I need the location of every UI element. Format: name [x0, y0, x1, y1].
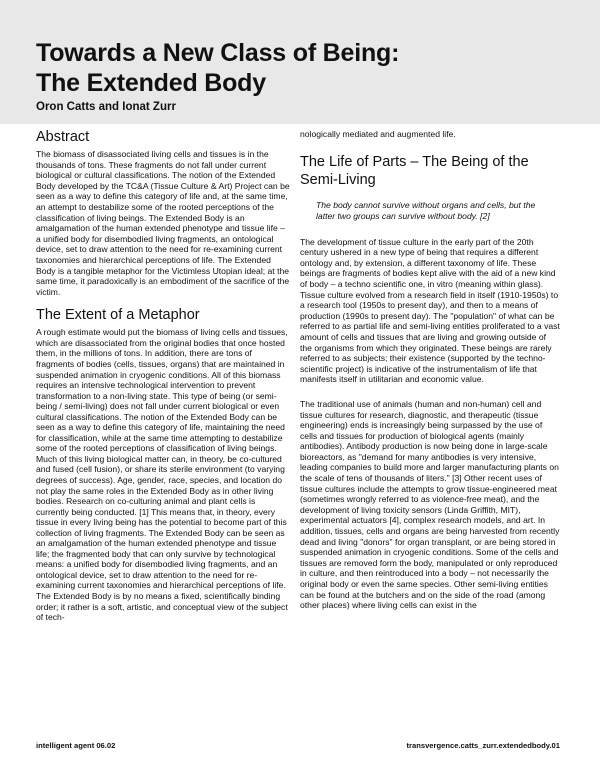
block-quote: The body cannot survive without organs and cells, but the latter two groups can survive without body. [2]: [316, 199, 536, 221]
abstract-text: The biomass of disassociated living cells and tissues is in the thousands of tons. These fragments do not fall under current biological or cultural classifications. The notion of the Extended Body developed by the TC&A (Tissue Culture & Art) Project can be seen as a way to define this category of life and, at the same time, an attempt to destabilize some of the rooted perceptions of the classification of living beings. The Extended Body is an amalgamation of the human extended phenotype and tissue life – a unified body for disembodied living fragments, an ontological device, set to draw attention to the need for re-examining current taxonomies and hierarchical perceptions of life. The Extended Body is a tangible metaphor for the Victimless Utopian ideal; at the same time, it paradoxically is an embodiment of the sacrifice of the victim.: [36, 149, 290, 297]
footer-right: transvergence.catts_zurr.extendedbody.01: [406, 741, 560, 750]
metaphor-text: A rough estimate would put the biomass of living cells and tissues, which are disassociated from the original bodies that once hosted them, in the millions of tons. In addition, there are tons of fragments of bodies (cells, tissues, organs) that are maintained in suspended animation in cryogenic conditions. All of this biomass requires an intensive technological intervention to prevent transformation to a non-living state. This type of being (or semi-being / semi-living) does not fall under current biological or even cultural classifications. The notion of the Extended Body can be seen as a way to define this category of life, maintaining the need for classification, while at the same time attempting to destabilize some of the rooted perceptions of classification of living beings. Much of this living biological matter can, in theory, be co-cultured and fused (cell fusion), or share its sterile environment (to varying degrees of success). Age, gender, race, species, and location do not play the same roles in the Extended Body as in other living bodies. Research on co-culturing animal and plant cells is currently being conducted. [1] This means that, in theory, every tissue in every living being has the potential to become part of this collection of living fragments. The Extended Body can be seen as an amalgamation of the human extended phenotype and tissue life; the fragmented body that can only survive by technological means: a unified body for disembodied living fragments, and an ontological device, set to draw attention to the need for re-examining current taxonomies and hierarchical perceptions of life. The Extended Body is by no means a fixed, scientifically binding order; it rather is a soft, artistic, and conceptual view of the subject of tech-: [36, 327, 288, 623]
metaphor-heading: The Extent of a Metaphor: [36, 307, 200, 324]
continued-text: nologically mediated and augmented life.: [300, 129, 456, 139]
left-column: [36, 124, 290, 623]
paragraph-2: The traditional use of animals (human and non-human) cell and tissue cultures for research, diagnostic, and therapeutic (tissue engineering) ends is increasingly being surpassed by the use of cells and tissues for production of biological agents (mainly antibodies). Antibody production is now being done in large-scale bioreactors, as "demand for many antibodies is very intensive, leading companies to build more and larger manufacturing plants on the scale of tens of thousands of liters." [3] Other recent uses of tissue cultures include the attempts to grow tissue-engineered meat (sometimes wrongly referred to as violence-free meat), and the development of living toxicity sensors (Linda Griffith, MIT), experimental actuators [4], complex research models, and art. In addition, tissues, cells and organs are being harvested from recently dead and living "donors" for organ transplant, or are being stored in suspended animation in cryogenic conditions. Some of the cells and tissues are removed form the body, manipulated or only reproduced in culture, and then reintroduced into a body – not necessarily the original body or even the same species. Other semi-living entities can be found at the butchers and on the side of the road (among other places) where living cells can exist in the: [300, 398, 560, 611]
right-column: [300, 124, 560, 611]
paragraph-1: The development of tissue culture in the early part of the 20th century ushered in a new type of being that requires a different ontology and, by extension, a different taxonomy of life. These beings are fragments of bodies kept alive with the aid of a new kind of body – a techno scientific one, in vitro (meaning within glass). Tissue culture evolved from a research field in itself (1910-1950s) to a research tool (1950s to present day), and then to a means of production (1990s to present day). The "population" of what can be referred to as partial life and semi-living entities proliferated to a vast amount of cells and tissues that are living and growing outside of the organisms from which they originated. These beings are rarely referred to as subjects; their existence (supported by the techno-scientific project) is indicative of the instrumentalism of life that manifests itself in utilitarian and economic value.: [300, 236, 560, 385]
title-line-2: The Extended Body: [36, 69, 266, 97]
article-title: [36, 38, 399, 98]
abstract-heading: Abstract: [36, 129, 90, 145]
semi-living-heading: The Life of Parts – The Being of the Semi-Living: [300, 153, 529, 188]
footer-left: intelligent agent 06.02: [36, 741, 116, 750]
title-line-1: Towards a New Class of Being:: [36, 39, 400, 67]
authors: Oron Catts and Ionat Zurr: [36, 101, 176, 113]
